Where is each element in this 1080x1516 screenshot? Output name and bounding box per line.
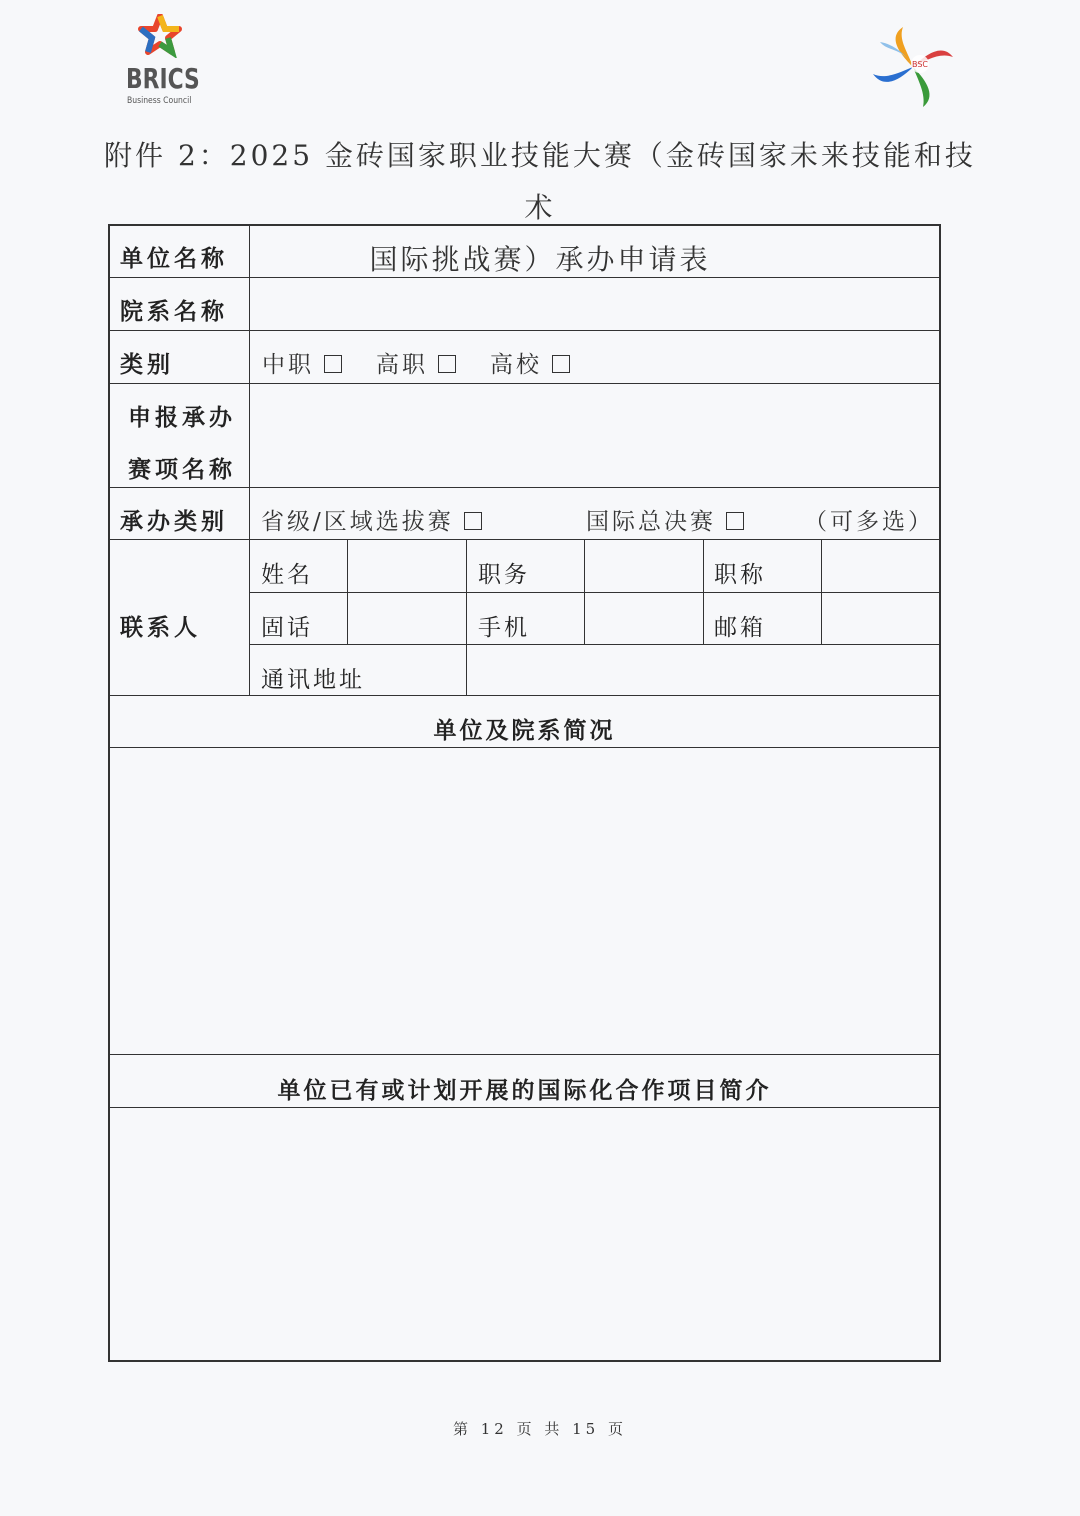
contact-position-label: 职务 bbox=[478, 562, 530, 588]
contact-email-field[interactable] bbox=[823, 594, 939, 644]
swirl-icon bbox=[868, 22, 958, 112]
row-divider bbox=[110, 277, 939, 278]
event-name-label-line2: 赛项名称 bbox=[128, 456, 236, 483]
option-label: 高职 bbox=[376, 352, 428, 378]
star-icon bbox=[138, 14, 182, 58]
row-divider bbox=[110, 695, 939, 696]
contact-phone-label: 固话 bbox=[261, 615, 313, 641]
contact-phone-field[interactable] bbox=[349, 594, 465, 644]
option-label: 中职 bbox=[262, 352, 314, 378]
contact-mobile-label: 手机 bbox=[478, 615, 530, 641]
bsc-text: BSC bbox=[911, 60, 929, 69]
category-label: 类别 bbox=[120, 351, 174, 378]
unit-name-field[interactable] bbox=[251, 226, 939, 277]
overview-heading: 单位及院系简况 bbox=[433, 717, 616, 744]
contact-title-label: 职称 bbox=[714, 562, 766, 588]
row-divider bbox=[249, 592, 939, 593]
col-divider bbox=[703, 539, 704, 644]
option-label: 国际总决赛 bbox=[586, 509, 716, 535]
row-divider bbox=[110, 747, 939, 748]
contact-email-label: 邮箱 bbox=[714, 615, 766, 641]
event-name-label-line1: 申报承办 bbox=[128, 404, 236, 431]
row-divider bbox=[110, 487, 939, 488]
row-divider bbox=[110, 539, 939, 540]
category-option-zhongzhi[interactable] bbox=[262, 346, 342, 379]
row-divider bbox=[249, 644, 939, 645]
row-divider bbox=[110, 383, 939, 384]
brics-wordmark: BRICS bbox=[126, 62, 200, 95]
contact-position-field[interactable] bbox=[586, 541, 702, 592]
checkbox[interactable] bbox=[464, 512, 482, 530]
contact-title-field[interactable] bbox=[823, 541, 939, 592]
col-divider bbox=[347, 539, 348, 644]
brics-logo bbox=[118, 12, 208, 112]
title-line-1: 附件 2：2025 金砖国家职业技能大赛（金砖国家未来技能和技术 bbox=[104, 139, 976, 224]
row-divider bbox=[110, 1107, 939, 1108]
checkbox[interactable] bbox=[726, 512, 744, 530]
host-option-provincial[interactable] bbox=[261, 503, 482, 536]
contact-address-label: 通讯地址 bbox=[261, 667, 365, 693]
contact-address-field[interactable] bbox=[468, 646, 939, 695]
category-option-gaoxiao[interactable] bbox=[490, 346, 570, 379]
title-line-2: 国际挑战赛）承办申请表 bbox=[369, 243, 711, 276]
row-divider bbox=[110, 330, 939, 331]
unit-name-label: 单位名称 bbox=[120, 245, 228, 272]
department-name-label: 院系名称 bbox=[120, 298, 228, 325]
intl-cooperation-textarea[interactable] bbox=[110, 1109, 939, 1359]
col-divider bbox=[249, 226, 250, 695]
contact-name-field[interactable] bbox=[349, 541, 465, 592]
checkbox[interactable] bbox=[552, 355, 570, 373]
option-label: 省级/区域选拔赛 bbox=[261, 509, 454, 535]
col-divider bbox=[821, 539, 822, 644]
option-label: 高校 bbox=[490, 352, 542, 378]
category-option-gaozhi[interactable] bbox=[376, 346, 456, 379]
host-category-label: 承办类别 bbox=[120, 508, 228, 535]
col-divider bbox=[466, 539, 467, 695]
checkbox[interactable] bbox=[324, 355, 342, 373]
department-name-field[interactable] bbox=[251, 279, 939, 330]
bsc-logo bbox=[868, 22, 958, 112]
contact-label: 联系人 bbox=[120, 614, 201, 641]
brics-subtext: Business Council bbox=[127, 96, 192, 106]
row-divider bbox=[110, 1054, 939, 1055]
application-form bbox=[108, 224, 941, 1362]
event-name-field[interactable] bbox=[251, 385, 939, 487]
contact-name-label: 姓名 bbox=[261, 562, 313, 588]
checkbox[interactable] bbox=[438, 355, 456, 373]
contact-mobile-field[interactable] bbox=[586, 594, 702, 644]
intl-cooperation-heading: 单位已有或计划开展的国际化合作项目简介 bbox=[277, 1077, 772, 1104]
multi-select-note: （可多选） bbox=[804, 509, 934, 535]
overview-textarea[interactable] bbox=[110, 749, 939, 1053]
host-option-international-final[interactable] bbox=[586, 503, 744, 536]
col-divider bbox=[584, 539, 585, 644]
page-number: 第 12 页 共 15 页 bbox=[452, 1420, 627, 1438]
